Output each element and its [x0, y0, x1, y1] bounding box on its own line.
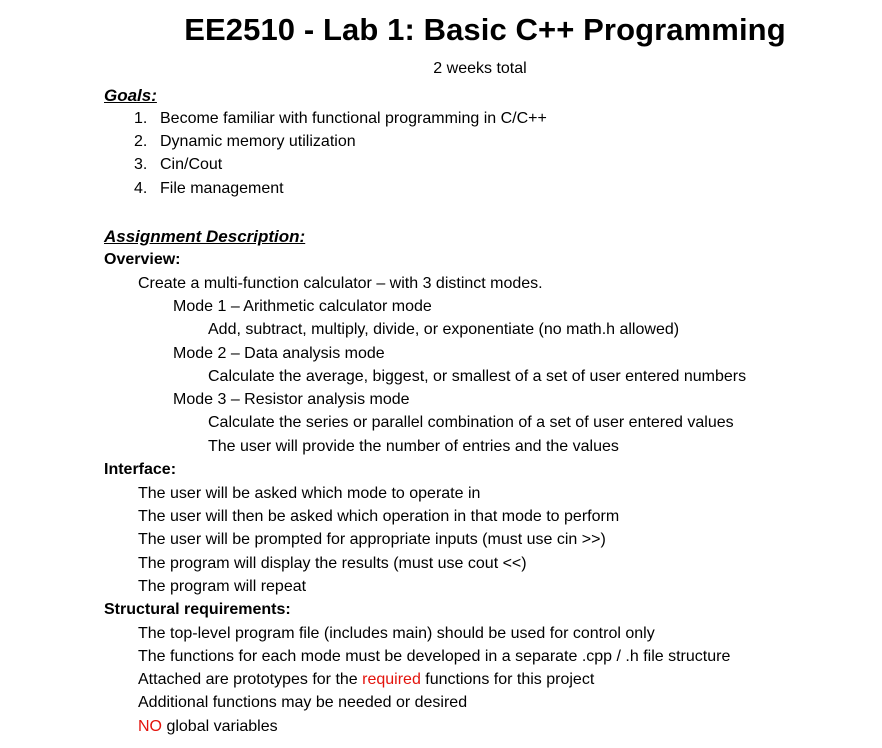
structural-item: Additional functions may be needed or desired — [138, 694, 468, 711]
mode-3-description: Calculate the series or parallel combination of a set of user entered values — [208, 414, 734, 431]
structural-item — [138, 717, 278, 737]
required-emphasis: required — [362, 671, 421, 688]
structural-item-text: Attached are prototypes for the — [138, 671, 363, 688]
goal-item — [134, 179, 284, 199]
mode-3-description: The user will provide the number of entries and the values — [208, 438, 619, 455]
structural-heading: Structural requirements: — [104, 601, 291, 618]
goal-text: Cin/Cout — [160, 156, 223, 173]
goal-number: 1. — [134, 110, 148, 127]
assignment-heading: Assignment Description: — [104, 227, 306, 246]
structural-item: The functions for each mode must be developed in a separate .cpp / .h file structure — [138, 648, 731, 665]
page-subtitle: 2 weeks total — [433, 60, 527, 77]
goal-text: Become familiar with functional programming in C/C++ — [160, 110, 547, 127]
page-title: EE2510 - Lab 1: Basic C++ Programming — [184, 12, 786, 47]
goal-item — [134, 109, 547, 129]
interface-item: The program will repeat — [138, 578, 307, 595]
goal-number: 4. — [134, 180, 148, 197]
interface-item: The user will be asked which mode to operate in — [138, 485, 481, 502]
structural-item — [138, 670, 594, 690]
mode-2-title: Mode 2 – Data analysis mode — [173, 345, 385, 362]
overview-heading: Overview: — [104, 251, 181, 268]
interface-heading: Interface: — [104, 461, 177, 478]
goals-heading: Goals: — [104, 86, 157, 105]
overview-intro: Create a multi-function calculator – with 3 distinct modes. — [138, 275, 543, 292]
goal-text: File management — [160, 180, 284, 197]
structural-item: The top-level program file (includes main) should be used for control only — [138, 625, 655, 642]
mode-3-title: Mode 3 – Resistor analysis mode — [173, 391, 410, 408]
interface-item: The user will then be asked which operation in that mode to perform — [138, 508, 620, 525]
mode-1-description: Add, subtract, multiply, divide, or exponentiate (no math.h allowed) — [208, 321, 680, 338]
structural-item-text: global variables — [162, 718, 278, 735]
mode-1-title: Mode 1 – Arithmetic calculator mode — [173, 298, 432, 315]
no-emphasis: NO — [138, 718, 162, 735]
goal-text: Dynamic memory utilization — [160, 133, 356, 150]
mode-2-description: Calculate the average, biggest, or smallest of a set of user entered numbers — [208, 368, 747, 385]
interface-item: The user will be prompted for appropriate inputs (must use cin >>) — [138, 531, 606, 548]
interface-item: The program will display the results (must use cout <<) — [138, 555, 527, 572]
goal-item — [134, 155, 222, 175]
goal-number: 2. — [134, 133, 148, 150]
goal-item — [134, 132, 356, 152]
goal-number: 3. — [134, 156, 148, 173]
structural-item-text: functions for this project — [420, 671, 595, 688]
